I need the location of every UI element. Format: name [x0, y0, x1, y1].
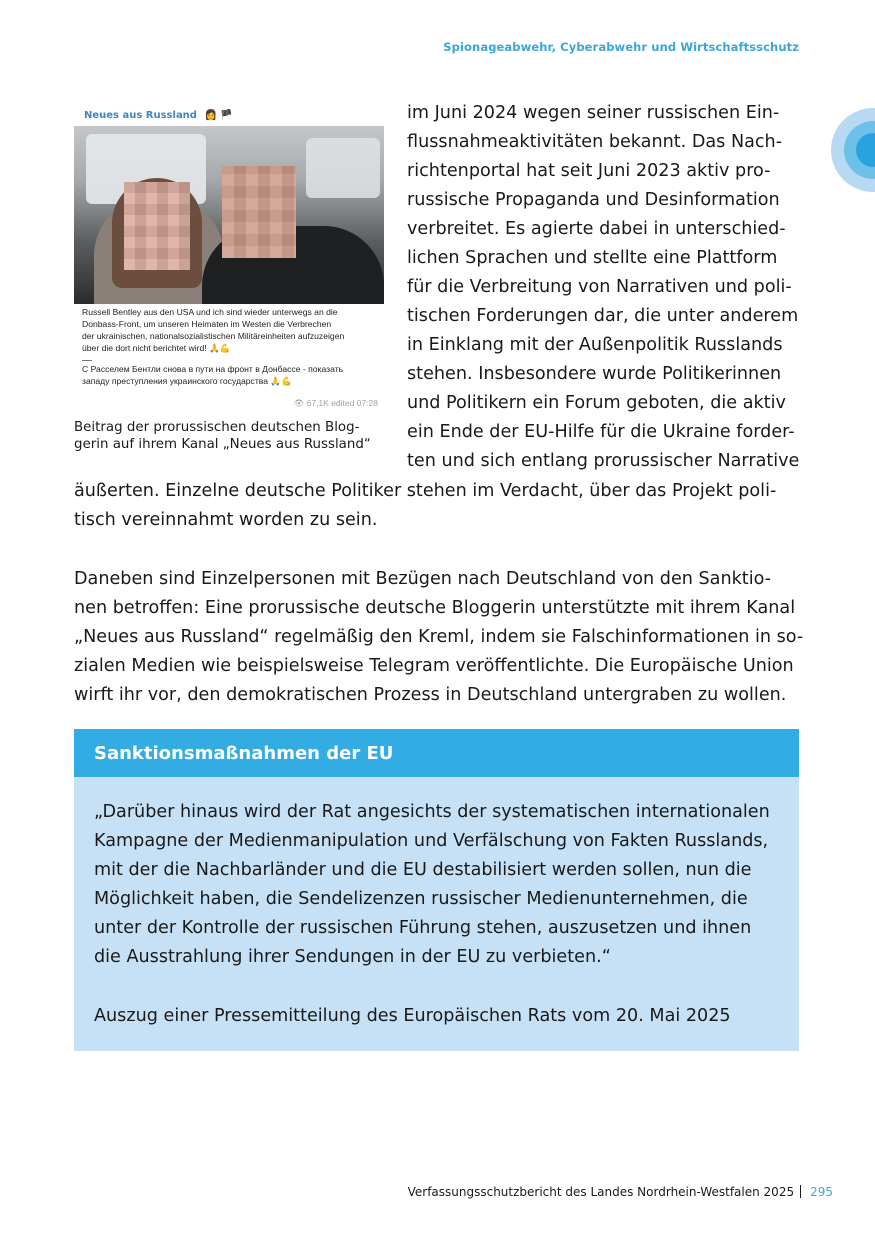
page-footer: [408, 1185, 833, 1199]
caption-line: Beitrag der prorussischen deutschen Blog-: [74, 420, 360, 435]
info-box-quote: [94, 798, 794, 972]
text-line: „Neues aus Russland“ regelmäßig den Kreml, indem sie Falschinformationen in so-: [74, 627, 804, 647]
quote-line: „Darüber hinaus wird der Rat angesichts der systematischen internationalen: [94, 802, 770, 822]
running-header: Spionageabwehr, Cyberabwehr und Wirtschaftsschutz: [443, 40, 799, 54]
info-box-source: Auszug einer Pressemitteilung des Europäischen Rats vom 20. Mai 2025: [94, 1006, 731, 1026]
quote-line: mit der die Nachbarländer und die EU destabilisiert werden sollen, nun die: [94, 860, 752, 880]
info-box: [74, 729, 799, 1051]
post-text-line: über die dort nicht berichtet wird! 🙏💪: [82, 343, 231, 353]
info-box-title: Sanktionsmaßnahmen der EU: [74, 729, 799, 777]
channel-icons: 👩 🏴: [204, 110, 233, 121]
text-line: wirft ihr vor, den demokratischen Prozess in Deutschland untergraben zu wollen.: [74, 685, 787, 705]
quote-line: die Ausstrahlung ihrer Sendungen in der EU zu verbieten.“: [94, 947, 611, 967]
person-right-blurred-face: [222, 166, 296, 258]
text-line: verbreitet. Es agierte dabei in unterschied-: [407, 219, 786, 239]
text-line: stehen. Insbesondere wurde Politikerinnen: [407, 364, 782, 384]
post-text-line: der ukrainischen, nationalsozialistischen Militäreinheiten aufzuzeigen: [82, 331, 345, 341]
side-tab-marker: [831, 108, 875, 192]
channel-name: Neues aus Russland: [84, 110, 197, 121]
figure-caption: [74, 419, 394, 453]
text-line: lichen Sprachen und stellte eine Plattform: [407, 248, 778, 268]
text-line: in Einklang mit der Außenpolitik Russlands: [407, 335, 783, 355]
footer-publication: Verfassungsschutzbericht des Landes Nordrhein-Westfalen 2025: [407, 1185, 795, 1199]
person-left-blurred-face: [124, 182, 190, 270]
text-line: Daneben sind Einzelpersonen mit Bezügen nach Deutschland von den Sanktio-: [74, 569, 772, 589]
post-text: [82, 306, 380, 387]
quote-line: Kampagne der Medienmanipulation und Verfälschung von Fakten Russlands,: [94, 831, 769, 851]
column-text: [407, 99, 807, 476]
post-text-line: Russell Bentley aus den USA und ich sind wieder unterwegs an die: [82, 307, 338, 317]
text-line: nen betroffen: Eine prorussische deutsche Bloggerin unterstützte mit ihrem Kanal: [74, 598, 796, 618]
caption-line: gerin auf ihrem Kanal „Neues aus Russland“: [74, 437, 371, 452]
text-line: für die Verbreitung von Narrativen und poli-: [407, 277, 792, 297]
text-line: und Politikern ein Forum geboten, die aktiv: [407, 393, 786, 413]
post-separator: [82, 354, 92, 361]
car-window-right: [306, 138, 380, 198]
quote-line: unter der Kontrolle der russischen Führung stehen, auszusetzen und ihnen: [94, 918, 752, 938]
page-number: 295: [810, 1185, 833, 1199]
footer-divider: [800, 1185, 801, 1198]
text-line: äußerten. Einzelne deutsche Politiker stehen im Verdacht, über das Projekt poli-: [74, 481, 777, 501]
text-line: ein Ende der EU-Hilfe für die Ukraine forder-: [407, 422, 795, 442]
text-line: im Juni 2024 wegen seiner russischen Ein-: [407, 103, 780, 123]
paragraph-continuation: [74, 477, 814, 535]
post-meta: 👁 67,1K edited 07:28: [293, 398, 378, 408]
post-text-line: Donbass-Front, um unseren Heimaten im Westen die Verbrechen: [82, 319, 332, 329]
telegram-post-figure: [74, 104, 384, 410]
quote-line: Möglichkeit haben, die Sendelizenzen russischer Medienunternehmen, die: [94, 889, 748, 909]
text-line: russische Propaganda und Desinformation: [407, 190, 780, 210]
post-text-line-ru: западу преступления украинского государства 🙏💪: [82, 376, 292, 386]
paragraph-individuals: [74, 565, 814, 710]
post-photo: [74, 126, 384, 304]
text-line: zialen Medien wie beispielsweise Telegram veröffentlichte. Die Europäische Union: [74, 656, 794, 676]
telegram-channel-header: [74, 104, 384, 126]
text-line: tisch vereinnahmt worden zu sein.: [74, 510, 378, 530]
text-line: ten und sich entlang prorussischer Narrative: [407, 451, 800, 471]
text-line: richtenportal hat seit Juni 2023 aktiv pro-: [407, 161, 771, 181]
text-line: tischen Forderungen dar, die unter anderem: [407, 306, 799, 326]
post-text-line-ru: С Расселем Бентли снова в пути на фронт в Донбассе - показать: [82, 364, 344, 374]
text-line: flussnahmeaktivitäten bekannt. Das Nach-: [407, 132, 783, 152]
